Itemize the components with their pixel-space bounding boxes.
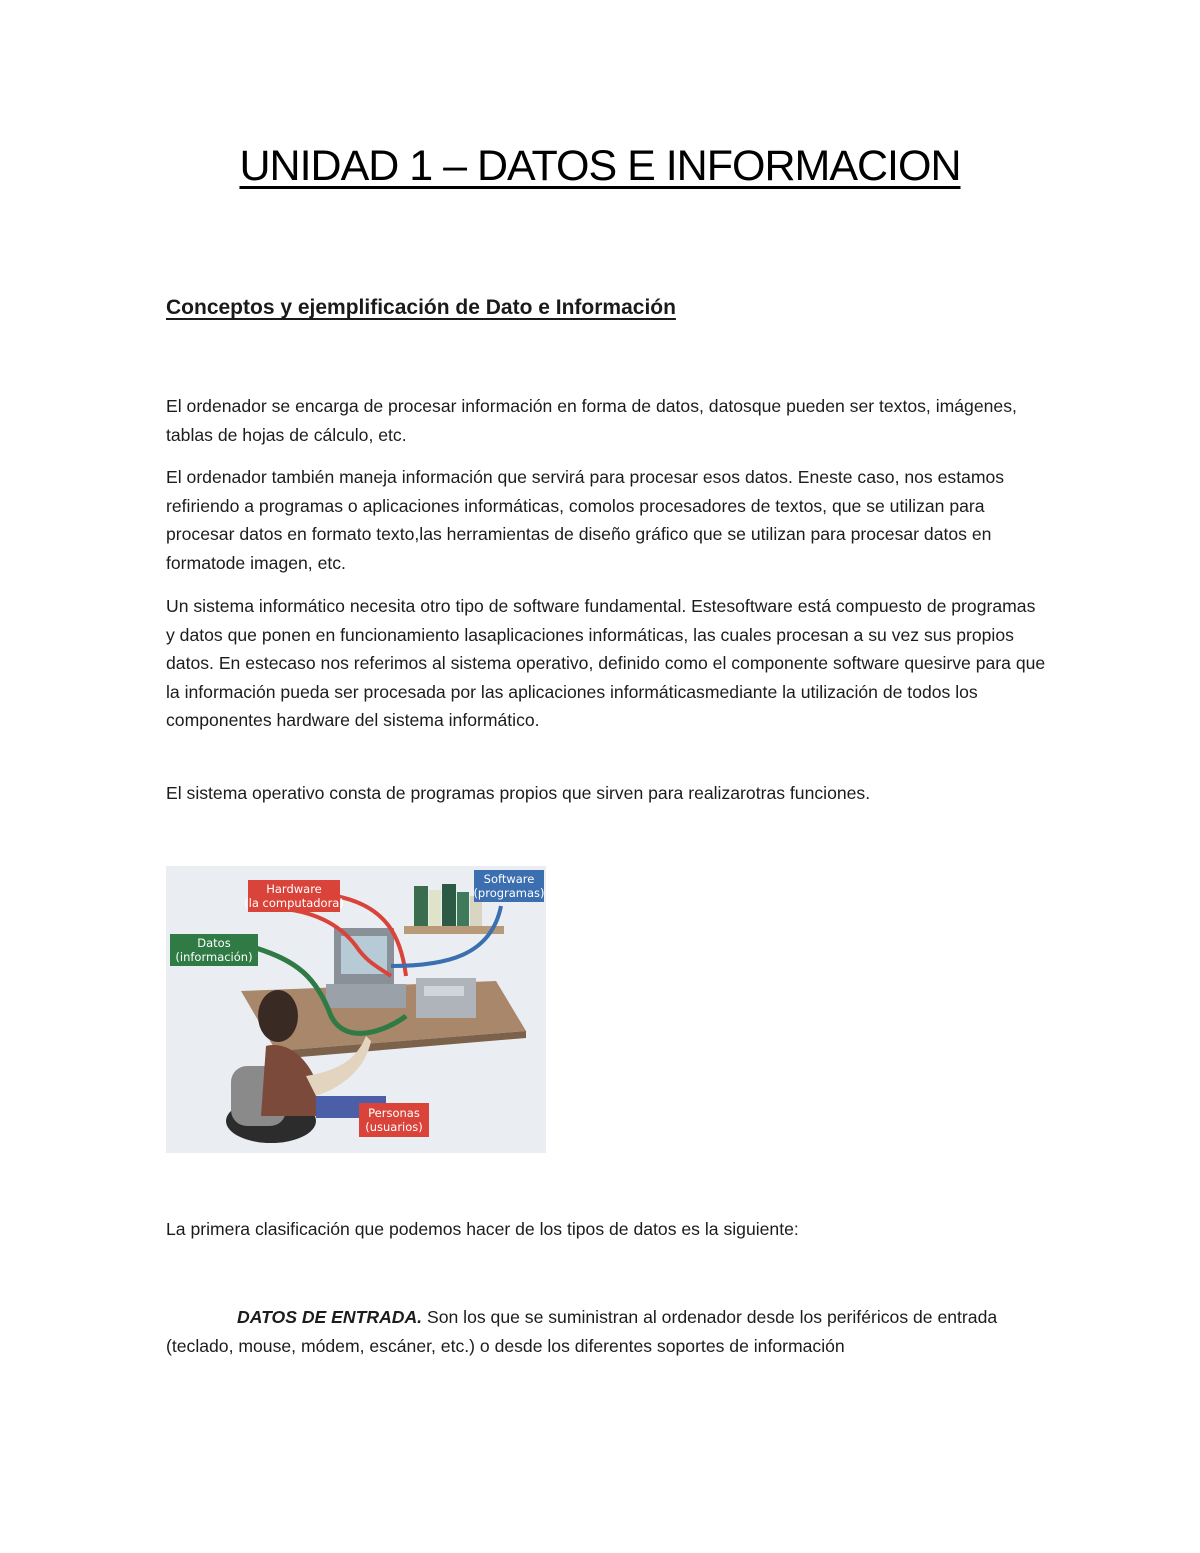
- section-subtitle: Conceptos y ejemplificación de Dato e Información: [166, 296, 676, 319]
- classification-intro: La primera clasificación que podemos hacer de los tipos de datos es la siguiente:: [166, 1219, 799, 1239]
- paragraph-4: El sistema operativo consta de programas propios que sirven para realizarotras funciones.: [166, 783, 871, 803]
- paragraph-2: El ordenador también maneja información que servirá para procesar esos datos. Eneste caso, nos estamos refiriendo a programas o aplicaciones informáticas, comolos procesadores de textos, que se utilizan para procesar datos en formato texto,las herramientas de diseño gráfico que se utilizan para procesar datos en formatode imagen, etc.: [166, 467, 1005, 573]
- software-label: [473, 870, 544, 902]
- svg-text:Personas: Personas: [368, 1106, 420, 1120]
- svg-text:Datos: Datos: [197, 936, 231, 950]
- datos-entrada-text: Son los que se suministran al ordenador desde los periféricos de entrada (teclado, mouse, módem, escáner, etc.) o desde los diferentes soportes de información: [166, 1307, 998, 1356]
- illustration-svg: [166, 866, 546, 1153]
- svg-text:(programas): (programas): [473, 886, 545, 900]
- datos-label: [170, 934, 258, 966]
- page-title: UNIDAD 1 – DATOS E INFORMACION: [239, 142, 961, 190]
- hardware-label: [244, 880, 344, 912]
- svg-text:Hardware: Hardware: [266, 882, 322, 896]
- person-head: [258, 990, 298, 1042]
- svg-text:(información): (información): [175, 950, 253, 964]
- book-1: [414, 886, 428, 926]
- paragraph-3: Un sistema informático necesita otro tipo de software fundamental. Estesoftware está compuesto de programas y datos que ponen en funcionamiento lasaplicaciones informáticas, las cuales procesan a su vez sus propios datos. En estecaso nos referimos al sistema operativo, definido como el componente software quesirve para que la información pueda ser procesada por las aplicaciones informáticasmediante la utilización de todos los componentes hardware del sistema informático.: [166, 596, 1046, 730]
- paragraph-1: El ordenador se encarga de procesar información en forma de datos, datosque pueden ser textos, imágenes, tablas de hojas de cálculo, etc.: [166, 396, 1017, 445]
- svg-text:(la computadora): (la computadora): [244, 896, 344, 910]
- svg-text:(usuarios): (usuarios): [365, 1120, 423, 1134]
- personas-label: [359, 1103, 429, 1137]
- datos-entrada-lead: DATOS DE ENTRADA.: [237, 1307, 423, 1327]
- computer-system-illustration: [166, 866, 546, 1153]
- cpu-shape: [416, 978, 476, 1018]
- svg-text:Software: Software: [483, 872, 535, 886]
- datos-entrada-paragraph: [166, 1303, 1046, 1360]
